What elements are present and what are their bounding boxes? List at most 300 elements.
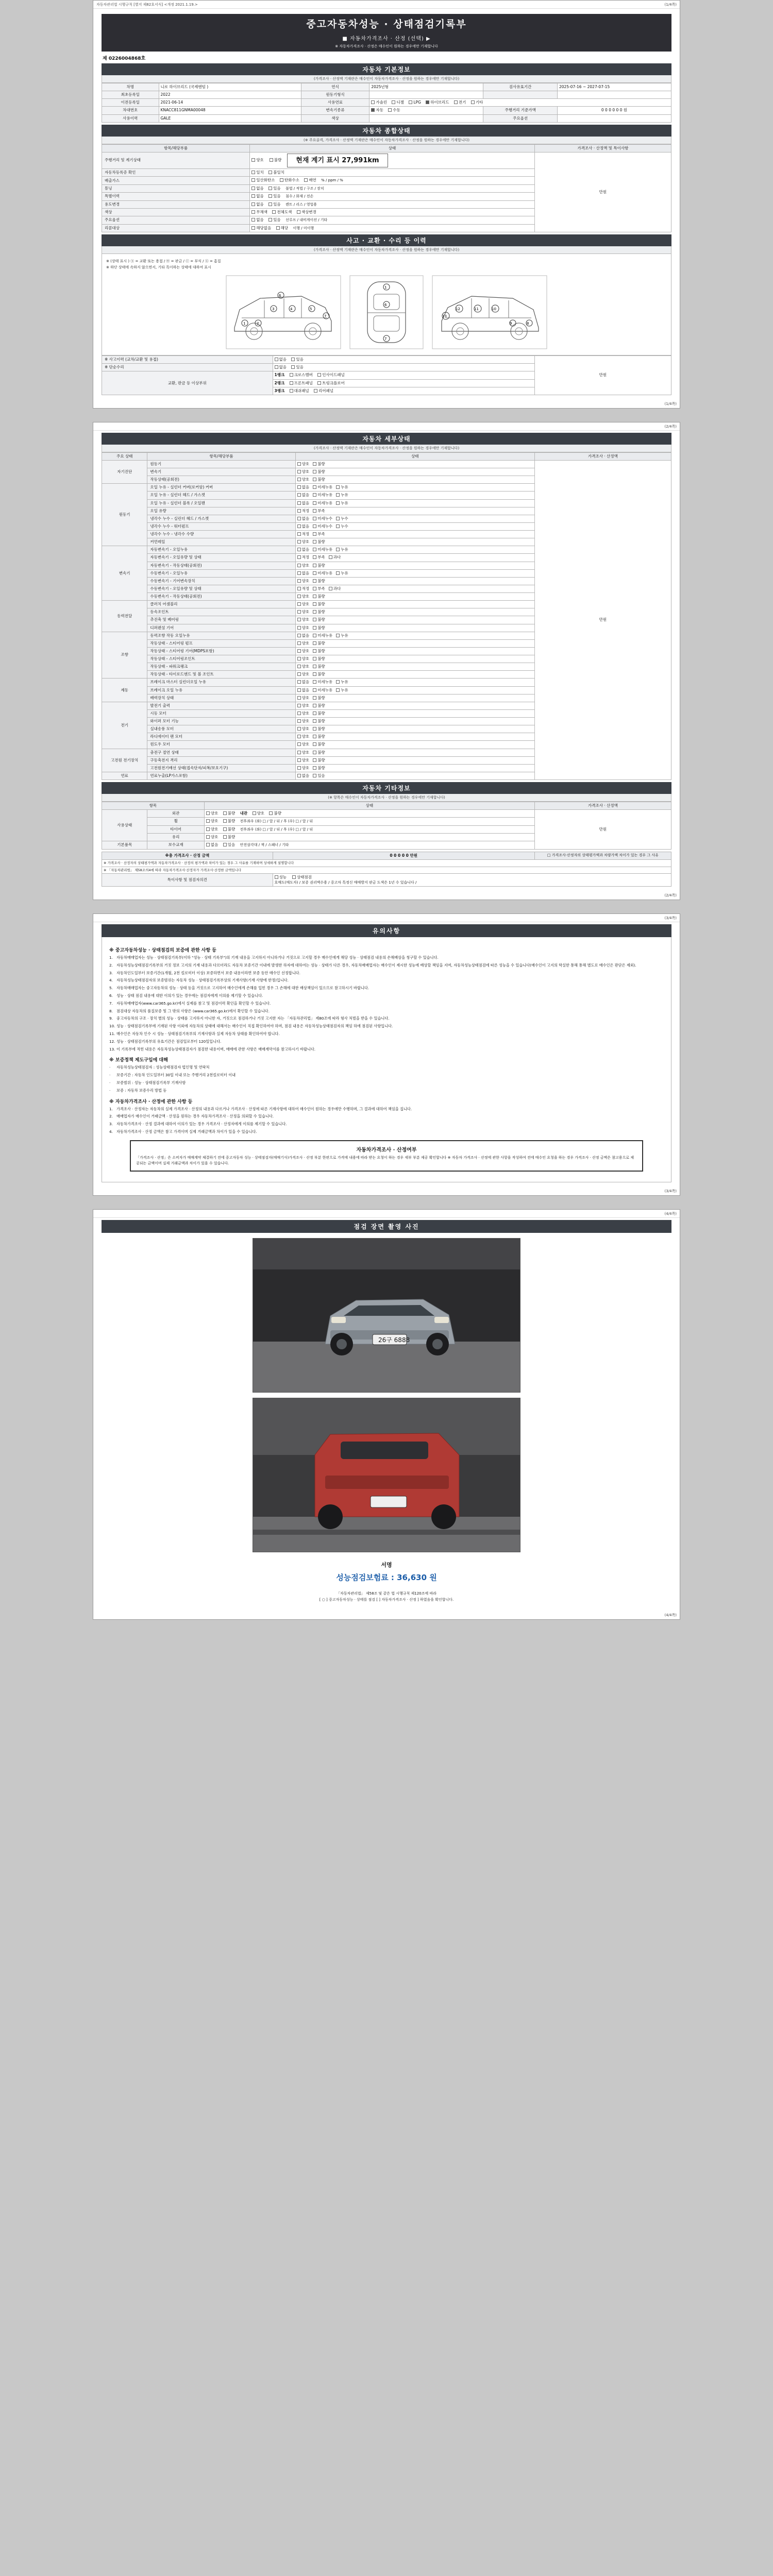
detail-option[interactable] <box>297 555 310 560</box>
detail-option[interactable] <box>297 633 310 638</box>
checkbox-icon[interactable] <box>313 774 316 777</box>
checkbox-icon[interactable] <box>251 187 255 190</box>
detail-option[interactable] <box>313 696 325 701</box>
checkbox-icon[interactable] <box>206 843 210 846</box>
detail-option[interactable] <box>313 703 325 708</box>
checkbox-icon[interactable] <box>313 618 316 621</box>
checkbox-icon[interactable] <box>317 381 321 385</box>
checkbox-icon[interactable] <box>251 178 255 182</box>
checkbox-icon[interactable] <box>388 108 392 112</box>
checkbox-icon[interactable] <box>336 501 340 505</box>
checkbox-icon[interactable] <box>313 727 316 731</box>
special-option-none[interactable] <box>251 194 264 199</box>
detail-option[interactable] <box>297 696 310 701</box>
detail-option[interactable] <box>336 571 348 576</box>
int-option-good[interactable] <box>253 811 265 816</box>
detail-option[interactable] <box>313 493 332 498</box>
checkbox-icon[interactable] <box>275 358 278 361</box>
detail-option[interactable] <box>313 609 325 615</box>
checkbox-icon[interactable] <box>297 711 301 715</box>
section-basic-info-title: 자동차 기본정보 <box>102 63 671 75</box>
checkbox-icon[interactable] <box>251 210 255 214</box>
detail-option[interactable] <box>313 633 332 638</box>
other-group-usage: 사용상태 <box>102 810 147 841</box>
detail-option[interactable] <box>313 563 325 568</box>
checkbox-icon[interactable] <box>314 389 317 393</box>
checkbox-icon[interactable] <box>336 680 340 684</box>
detail-option[interactable] <box>336 501 348 506</box>
color-option-full[interactable] <box>272 210 292 215</box>
detail-option[interactable] <box>313 594 325 599</box>
detail-option[interactable] <box>297 594 310 599</box>
trans-option-manual[interactable] <box>388 108 400 113</box>
detail-option[interactable] <box>297 617 310 622</box>
detail-option[interactable] <box>297 516 310 521</box>
detail-option[interactable] <box>313 501 332 506</box>
glass-option-bad[interactable] <box>223 835 236 840</box>
checkbox-icon[interactable] <box>313 634 316 637</box>
checkbox-icon[interactable] <box>297 532 301 536</box>
checkbox-icon[interactable] <box>297 657 301 660</box>
checkbox-icon[interactable] <box>268 202 272 206</box>
checkbox-icon[interactable] <box>313 704 316 707</box>
detail-option[interactable] <box>313 571 332 576</box>
checkbox-icon[interactable] <box>313 610 316 614</box>
simple-option-yes[interactable] <box>291 365 304 370</box>
checkbox-icon[interactable] <box>313 532 316 536</box>
tools-option-yes[interactable] <box>223 842 236 848</box>
detail-option[interactable] <box>297 766 310 771</box>
detail-option[interactable] <box>336 633 348 638</box>
checkbox-icon[interactable] <box>313 719 316 723</box>
detail-option[interactable] <box>313 719 325 724</box>
checkbox-icon[interactable] <box>268 218 272 222</box>
detail-option[interactable] <box>336 485 348 490</box>
checkbox-icon[interactable] <box>313 641 316 645</box>
wheel-option-bad[interactable] <box>223 819 236 824</box>
checkbox-icon[interactable] <box>471 100 475 104</box>
checkbox-icon[interactable] <box>329 587 332 590</box>
checkbox-icon[interactable] <box>313 564 316 567</box>
reg-option-mismatch[interactable] <box>268 170 284 175</box>
checkbox-icon[interactable] <box>269 811 273 815</box>
detail-option[interactable] <box>297 509 310 514</box>
checkbox-icon[interactable] <box>251 158 255 162</box>
detail-option[interactable] <box>313 672 325 677</box>
checkbox-icon[interactable] <box>268 194 272 198</box>
recall-option-yes[interactable] <box>276 226 289 231</box>
detail-option[interactable] <box>297 688 310 693</box>
accident-option-yes[interactable] <box>291 357 304 362</box>
checkbox-icon[interactable] <box>270 158 273 162</box>
checkbox-icon[interactable] <box>329 555 332 559</box>
detail-option[interactable] <box>297 586 310 591</box>
tire-option-good[interactable] <box>206 827 219 832</box>
detail-option[interactable] <box>297 579 310 584</box>
checkbox-icon[interactable] <box>313 517 316 520</box>
detail-option[interactable] <box>313 586 325 591</box>
checkbox-icon[interactable] <box>336 485 340 489</box>
checkbox-icon[interactable] <box>336 688 340 692</box>
detail-option[interactable] <box>336 493 348 498</box>
checkbox-icon[interactable] <box>313 548 316 551</box>
checkbox-icon[interactable] <box>297 742 301 746</box>
checkbox-icon[interactable] <box>297 555 301 559</box>
checkbox-icon[interactable] <box>223 827 227 831</box>
checkbox-icon[interactable] <box>253 811 256 815</box>
detail-option[interactable] <box>336 547 348 552</box>
detail-option[interactable] <box>297 773 310 778</box>
checkbox-icon[interactable] <box>313 555 316 559</box>
detail-option[interactable] <box>329 555 341 560</box>
checkbox-icon[interactable] <box>313 758 316 762</box>
checkbox-icon[interactable] <box>290 373 293 377</box>
detail-option[interactable] <box>297 477 310 482</box>
detail-option[interactable] <box>297 625 310 631</box>
checkbox-icon[interactable] <box>313 509 316 513</box>
field-label-fuel: 사용연료 <box>301 99 369 107</box>
detail-option[interactable] <box>297 664 310 669</box>
color-option-changed[interactable] <box>297 210 316 215</box>
checkbox-icon[interactable] <box>313 470 316 473</box>
checkbox-icon[interactable] <box>313 665 316 668</box>
checkbox-icon[interactable] <box>313 735 316 738</box>
detail-option[interactable] <box>313 462 325 467</box>
detail-option[interactable] <box>313 516 332 521</box>
tuning-option-none[interactable] <box>251 186 264 191</box>
detail-option[interactable] <box>313 547 332 552</box>
emission-option-co[interactable] <box>251 178 275 183</box>
checkbox-icon[interactable] <box>313 626 316 630</box>
wheel-option-good[interactable] <box>206 819 219 824</box>
checkbox-icon[interactable] <box>313 571 316 575</box>
checkbox-icon[interactable] <box>297 672 301 676</box>
usechange-option-yes[interactable] <box>268 202 281 207</box>
detail-option[interactable] <box>313 758 325 763</box>
checkbox-icon[interactable] <box>297 641 301 645</box>
checkbox-icon[interactable] <box>223 811 227 815</box>
checkbox-icon[interactable] <box>317 373 321 377</box>
checkbox-icon[interactable] <box>336 571 340 575</box>
checkbox-icon[interactable] <box>206 819 210 823</box>
checkbox-icon[interactable] <box>297 735 301 738</box>
checkbox-icon[interactable] <box>336 548 340 551</box>
detail-option[interactable] <box>313 532 325 537</box>
detail-option[interactable] <box>313 602 325 607</box>
accident-option-none[interactable] <box>275 357 287 362</box>
checkbox-icon[interactable] <box>297 548 301 551</box>
detail-option[interactable] <box>313 524 332 529</box>
detail-option[interactable] <box>297 641 310 646</box>
detail-option[interactable] <box>297 609 310 615</box>
detail-option[interactable] <box>297 539 310 545</box>
detail-option[interactable] <box>297 742 310 747</box>
checkbox-icon[interactable] <box>297 540 301 544</box>
detail-option[interactable] <box>297 758 310 763</box>
checkbox-icon[interactable] <box>304 178 308 182</box>
detail-option[interactable] <box>313 734 325 739</box>
glass-option-good[interactable] <box>206 835 219 840</box>
checkbox-icon[interactable] <box>297 587 301 590</box>
checkbox-icon[interactable] <box>268 171 272 174</box>
emission-option-smoke[interactable] <box>304 178 316 183</box>
fuel-option-gasoline[interactable] <box>371 100 387 105</box>
color-original-label: 무채색 <box>256 210 268 215</box>
detail-option[interactable] <box>313 750 325 755</box>
checkbox-icon[interactable] <box>206 827 210 831</box>
checkbox-icon[interactable] <box>297 210 300 214</box>
checkbox-icon[interactable] <box>297 634 301 637</box>
checkbox-icon[interactable] <box>275 875 278 879</box>
detail-option[interactable] <box>336 516 348 521</box>
checkbox-icon[interactable] <box>272 210 276 214</box>
checkbox-icon[interactable] <box>313 485 316 489</box>
checkbox-icon[interactable] <box>276 226 280 230</box>
detail-option[interactable] <box>297 734 310 739</box>
checkbox-icon[interactable] <box>313 649 316 653</box>
tools-option-none[interactable] <box>206 842 219 848</box>
special-opt-state[interactable] <box>292 875 312 880</box>
detail-option[interactable] <box>297 469 310 474</box>
checkbox-icon[interactable] <box>454 100 458 104</box>
checkbox-icon[interactable] <box>313 711 316 715</box>
checkbox-icon[interactable] <box>297 564 301 567</box>
checkbox-icon[interactable] <box>313 524 316 528</box>
detail-option[interactable] <box>313 680 332 685</box>
mainopt-option-yes[interactable] <box>268 217 281 223</box>
ext-option-good[interactable] <box>206 811 219 816</box>
checkbox-icon[interactable] <box>371 100 375 104</box>
checkbox-icon[interactable] <box>313 462 316 466</box>
rank2-trunkfloor[interactable] <box>317 381 344 386</box>
checkbox-icon[interactable] <box>251 171 255 174</box>
fuel-option-diesel[interactable] <box>392 100 404 105</box>
detail-option[interactable] <box>297 711 310 716</box>
detail-option[interactable] <box>313 742 325 747</box>
fuel-option-other[interactable] <box>471 100 483 105</box>
checkbox-icon[interactable] <box>297 774 301 777</box>
checkbox-icon[interactable] <box>336 493 340 497</box>
detail-option[interactable] <box>313 664 325 669</box>
detail-option[interactable] <box>297 563 310 568</box>
checkbox-icon[interactable] <box>313 501 316 505</box>
mileage-option-good[interactable] <box>251 158 264 163</box>
emission-option-hc[interactable] <box>280 178 299 183</box>
checkbox-icon[interactable] <box>313 540 316 544</box>
page-title: 중고자동차성능 · 상태점검기록부 <box>102 14 671 33</box>
trans-option-auto[interactable] <box>371 108 383 113</box>
checkbox-icon[interactable] <box>275 365 278 369</box>
checkbox-icon[interactable] <box>336 517 340 520</box>
checkbox-icon[interactable] <box>290 381 293 385</box>
detail-option[interactable] <box>313 617 325 622</box>
checkbox-icon[interactable] <box>297 751 301 754</box>
mileage-option-bad[interactable] <box>270 158 282 163</box>
ext-option-bad[interactable] <box>223 811 236 816</box>
checkbox-icon[interactable] <box>297 649 301 653</box>
checkbox-icon[interactable] <box>297 579 301 583</box>
checkbox-icon[interactable] <box>336 524 340 528</box>
checkbox-icon[interactable] <box>297 719 301 723</box>
checkbox-icon[interactable] <box>297 766 301 770</box>
detail-option[interactable] <box>297 571 310 576</box>
detail-option[interactable] <box>336 524 348 529</box>
fuel-option-electric[interactable] <box>454 100 466 105</box>
checkbox-icon[interactable] <box>313 688 316 692</box>
mainopt-option-none[interactable] <box>251 217 264 223</box>
checkbox-icon[interactable] <box>313 742 316 746</box>
checkbox-icon[interactable] <box>313 751 316 754</box>
checkbox-icon[interactable] <box>291 358 295 361</box>
detail-option[interactable] <box>297 750 310 755</box>
rank1-crossmember[interactable] <box>290 372 313 378</box>
detail-option[interactable] <box>297 462 310 467</box>
checkbox-icon[interactable] <box>297 524 301 528</box>
detail-option[interactable] <box>313 477 325 482</box>
checkbox-icon[interactable] <box>251 202 255 206</box>
checkbox-icon[interactable] <box>297 626 301 630</box>
tire-option-bad[interactable] <box>223 827 236 832</box>
checkbox-icon[interactable] <box>297 696 301 700</box>
checkbox-icon[interactable] <box>268 187 272 190</box>
detail-option[interactable] <box>297 485 310 490</box>
checkbox-icon[interactable] <box>223 843 227 846</box>
rank1-insidepanel[interactable] <box>317 372 344 378</box>
checkbox-icon[interactable] <box>297 595 301 598</box>
detail-option[interactable] <box>297 501 310 506</box>
detail-option[interactable] <box>313 773 325 778</box>
detail-option[interactable] <box>297 524 310 529</box>
detail-option[interactable] <box>313 539 325 545</box>
detail-option[interactable] <box>313 766 325 771</box>
special-opt-performance[interactable] <box>275 875 287 880</box>
detail-option[interactable] <box>297 547 310 552</box>
detail-option[interactable] <box>297 602 310 607</box>
detail-option[interactable] <box>329 586 341 591</box>
detail-option[interactable] <box>313 469 325 474</box>
checkbox-icon[interactable] <box>297 517 301 520</box>
checkbox-icon[interactable] <box>297 493 301 497</box>
checkbox-icon[interactable] <box>313 478 316 481</box>
detail-option[interactable] <box>297 672 310 677</box>
detail-option[interactable] <box>313 641 325 646</box>
checkbox-icon[interactable] <box>409 100 412 104</box>
checkbox-icon[interactable] <box>313 602 316 606</box>
checkbox-icon[interactable] <box>251 218 255 222</box>
checkbox-icon[interactable] <box>297 688 301 692</box>
detail-option[interactable] <box>313 579 325 584</box>
tuning-option-yes[interactable] <box>268 186 281 191</box>
detail-option[interactable] <box>313 688 332 693</box>
checkbox-icon[interactable] <box>426 100 429 104</box>
checkbox-icon[interactable] <box>297 602 301 606</box>
detail-option[interactable] <box>336 688 348 693</box>
checkbox-icon[interactable] <box>297 478 301 481</box>
checkbox-icon[interactable] <box>297 485 301 489</box>
checkbox-icon[interactable] <box>313 595 316 598</box>
checkbox-icon[interactable] <box>297 704 301 707</box>
checkbox-icon[interactable] <box>297 680 301 684</box>
checkbox-icon[interactable] <box>336 634 340 637</box>
checkbox-icon[interactable] <box>206 835 210 839</box>
checkbox-icon[interactable] <box>313 579 316 583</box>
detail-option[interactable] <box>313 485 332 490</box>
detail-option[interactable] <box>336 680 348 685</box>
checkbox-icon[interactable] <box>313 680 316 684</box>
checkbox-icon[interactable] <box>292 875 296 879</box>
checkbox-icon[interactable] <box>297 665 301 668</box>
checkbox-icon[interactable] <box>297 618 301 621</box>
detail-option[interactable] <box>313 649 325 654</box>
checkbox-icon[interactable] <box>251 194 255 198</box>
checkbox-icon[interactable] <box>392 100 395 104</box>
usechange-option-none[interactable] <box>251 202 264 207</box>
detail-option[interactable] <box>297 649 310 654</box>
detail-option[interactable] <box>297 703 310 708</box>
checkbox-icon[interactable] <box>313 587 316 590</box>
detail-option[interactable] <box>297 493 310 498</box>
detail-option[interactable] <box>297 532 310 537</box>
checkbox-icon[interactable] <box>297 571 301 575</box>
checkbox-icon[interactable] <box>297 727 301 731</box>
checkbox-icon[interactable] <box>313 696 316 700</box>
checkbox-icon[interactable] <box>280 178 283 182</box>
detail-option[interactable] <box>297 726 310 732</box>
checkbox-icon[interactable] <box>290 389 293 393</box>
total-check[interactable]: □ 가격조사·산정자의 상태평가액과 차량가액 차이가 있는 경우 그 사유 <box>534 852 671 859</box>
detail-option[interactable] <box>313 656 325 662</box>
checkbox-icon[interactable] <box>313 672 316 676</box>
detail-option[interactable] <box>297 680 310 685</box>
simple-option-none[interactable] <box>275 365 287 370</box>
checkbox-icon[interactable] <box>223 819 227 823</box>
rank3-rearpanel[interactable] <box>314 388 333 394</box>
detail-option[interactable] <box>313 509 325 514</box>
checkbox-icon[interactable] <box>313 657 316 660</box>
checkbox-icon[interactable] <box>251 226 255 230</box>
checkbox-icon[interactable] <box>297 501 301 505</box>
detail-option[interactable] <box>313 726 325 732</box>
checkbox-icon[interactable] <box>297 758 301 762</box>
detail-option[interactable] <box>313 555 325 560</box>
checkbox-icon[interactable] <box>297 610 301 614</box>
detail-option[interactable] <box>313 711 325 716</box>
rank2-frontpanel[interactable] <box>290 381 313 386</box>
checkbox-icon[interactable] <box>313 493 316 497</box>
fuel-option-lpg[interactable] <box>409 100 421 105</box>
rank3-dashpanel[interactable] <box>290 388 309 394</box>
color-option-original[interactable] <box>251 210 267 215</box>
checkbox-icon[interactable] <box>297 509 301 513</box>
special-option-yes[interactable] <box>268 194 281 199</box>
checkbox-icon[interactable] <box>313 766 316 770</box>
checkbox-icon[interactable] <box>297 470 301 473</box>
checkbox-icon[interactable] <box>297 462 301 466</box>
rank2-trunkfloor-label: 트렁크플로어 <box>322 380 345 385</box>
fuel-option-hybrid[interactable] <box>426 100 449 105</box>
mileage-good-label: 양호 <box>256 158 264 163</box>
int-option-bad[interactable] <box>269 811 281 816</box>
checkbox-icon[interactable] <box>223 835 227 839</box>
detail-option[interactable] <box>297 719 310 724</box>
reg-option-match[interactable] <box>251 170 264 175</box>
recall-option-na[interactable] <box>251 226 271 231</box>
checkbox-icon[interactable] <box>291 365 295 369</box>
detail-option[interactable] <box>297 656 310 662</box>
checkbox-icon[interactable] <box>371 108 375 112</box>
checkbox-icon[interactable] <box>206 811 210 815</box>
detail-option[interactable] <box>313 625 325 631</box>
